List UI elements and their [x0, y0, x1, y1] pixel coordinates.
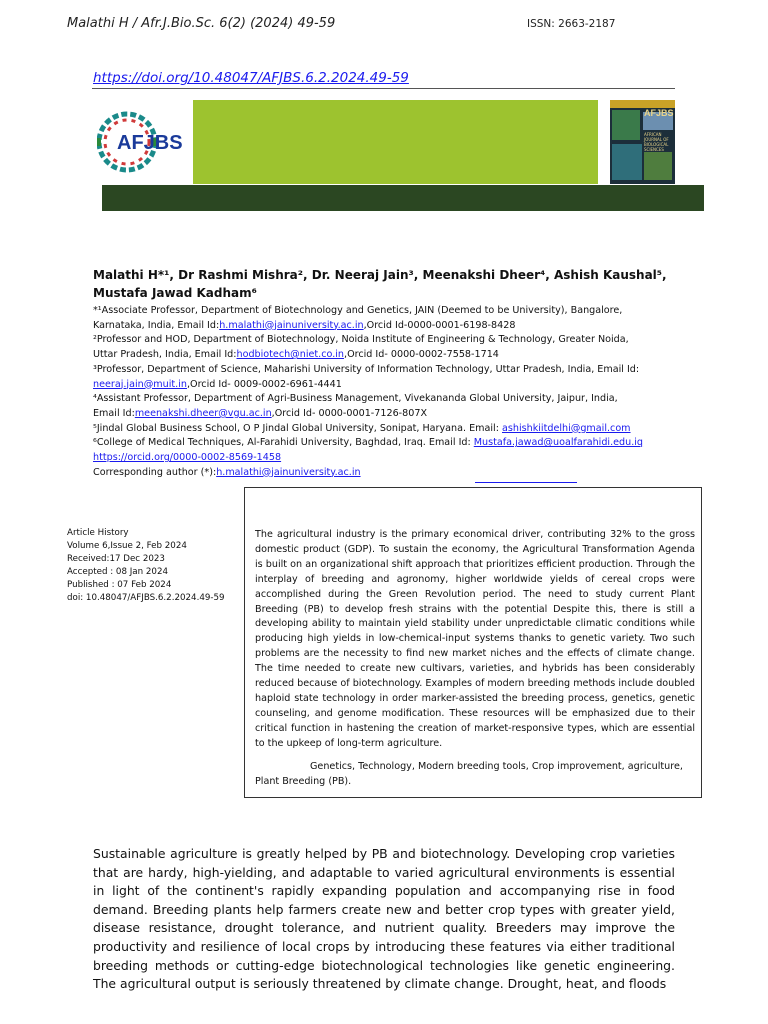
email-link[interactable]: ashishkiitdelhi@gmail.com [502, 422, 631, 434]
email-link[interactable]: meenakshi.dheer@vgu.ac.in [134, 407, 272, 419]
running-header-citation: Malathi H / Afr.J.Bio.Sc. 6(2) (2024) 49-59 [67, 16, 336, 31]
email-link[interactable]: h.malathi@jainuniversity.ac.in [219, 319, 364, 331]
affiliation-4: ⁴Assistant Professor, Department of Agri-Business Management, Vivekananda Global University, Jaipur, India, Email Id:meenakshi.dheer@vgu.ac.in,Orcid Id- 0000-0001-7126-807X [93, 393, 618, 419]
doi-link[interactable]: https://doi.org/10.48047/AFJBS.6.2.2024.49-59 [93, 70, 409, 86]
cover-title-short: AFJBS [644, 108, 674, 118]
journal-cover-thumbnail [610, 100, 675, 184]
abstract-text: The agricultural industry is the primary economical driver, contributing 32% to the gross domestic product (GDP). To sustain the economy, the Agricultural Transformation Agenda is built on an organizational shift approach that prioritizes efficient production. Through the interplay of breeding and agronomy, higher worldwide yields of cereal crops were accomplished during the Green Revolution period. The need to study current Plant Breeding (PB) to develop fresh strains with the potential Despite this, there is still a developing ability to maintain yield stability under unpredictable climatic conditions while producing high yields in low-chemical-input systems thanks to genetic variety. Two such problems are the necessity to find new market niches and the effects of climate change. The time needed to create new cultivars, varieties, and hybrids has been considerably reduced because of biotechnology. Examples of modern breeding methods include doubled haploid state technology in order marker-assisted the breeding process, genetics, genetic counseling, and genome modification. These resources will be emphasized due to their critical function in hastening the creation of market-responsive types, which are essential to the upkeep of long-term agriculture. [255, 529, 695, 749]
author-list [93, 266, 693, 302]
orcid-link[interactable]: https://orcid.org/0000-0002-8569-1458 [93, 452, 282, 464]
logo-wordmark: AFJBS [117, 132, 183, 154]
afjbs-logo-icon [97, 104, 189, 180]
history-doi: doi: 10.48047/AFJBS.6.2.2024.49-59 [67, 593, 225, 603]
issn-label: ISSN: 2663-2187 [527, 18, 616, 30]
article-history [67, 527, 237, 605]
author-line-1: Malathi H*¹, Dr Rashmi Mishra², Dr. Neeraj Jain³, Meenakshi Dheer⁴, Ashish Kaushal⁵, [93, 268, 667, 282]
affiliation-2: ²Professor and HOD, Department of Biotechnology, Noida Institute of Engineering & Technology, Greater Noida, Uttar Pradesh, India, Email Id:hodbiotech@niet.co.in,Orcid Id- 0000-0002-7558-1714 [93, 334, 629, 361]
keywords-text: Genetics, Technology, Modern breeding tools, Crop improvement, agriculture, Plant Breeding (PB). [255, 761, 683, 787]
history-published: Published : 07 Feb 2024 [67, 580, 172, 590]
affiliation-3: ³Professor, Department of Science, Maharishi University of Information Technology, Uttar Pradesh, India, Email Id: neeraj.jain@muit.in,Orcid Id- 0009-0002-6961-4441 [93, 363, 640, 390]
keywords [255, 759, 703, 789]
affiliation-1: *¹Associate Professor, Department of Biotechnology and Genetics, JAIN (Deemed to be University), Bangalore, Karnataka, India, Email Id:h.malathi@jainuniversity.ac.in,Orcid Id-0000-0001-6198-8428 [93, 305, 623, 331]
abstract-box [244, 487, 702, 798]
journal-logo [97, 104, 189, 180]
link-underline-rule [475, 482, 577, 483]
affiliations [93, 304, 683, 480]
affiliation-6: ⁶College of Medical Techniques, Al-Farahidi University, Baghdad, Iraq. Email Id: Mustafa.jawad@uoalfarahidi.edu.iq https://orcid.org/0000-0002-8569-1458 [93, 437, 644, 464]
email-link[interactable]: Mustafa.jawad@uoalfarahidi.edu.iq [473, 437, 644, 449]
email-link[interactable]: neeraj.jain@muit.in [93, 378, 187, 390]
history-volume: Volume 6,Issue 2, Feb 2024 [67, 541, 187, 551]
corresponding-author: Corresponding author (*):h.malathi@jainuniversity.ac.in [93, 466, 361, 478]
title-bar [102, 185, 704, 211]
history-heading: Article History [67, 528, 129, 538]
journal-banner [193, 100, 598, 184]
cover-title: AFRICAN JOURNAL OF BIOLOGICAL SCIENCES [644, 132, 669, 152]
introduction-paragraph: Sustainable agriculture is greatly helped by PB and biotechnology. Developing crop varieties that are hardy, high-yielding, and adaptable to varied agricultural environments is essential in light of the continent's rapidly expanding population and accompanying rise in food demand. Breeding plants help farmers create new and better crop types with greater yield, disease resistance, drought tolerance, and nutrient quality. Breeders may improve the productivity and resilience of local crops by introducing these features via either traditional breeding methods or cutting-edge biotechnological technologies like genetic engineering. The agricultural output is seriously threatened by climate change. Drought, heat, and floods [93, 846, 675, 992]
history-received: Received:17 Dec 2023 [67, 554, 165, 564]
author-line-2: Mustafa Jawad Kadham⁶ [93, 286, 257, 300]
email-link[interactable]: hodbiotech@niet.co.in [236, 349, 345, 361]
corresponding-email-link[interactable]: h.malathi@jainuniversity.ac.in [216, 466, 361, 478]
history-accepted: Accepted : 08 Jan 2024 [67, 567, 168, 577]
doi-underline-rule [92, 88, 675, 89]
affiliation-5: ⁵Jindal Global Business School, O P Jindal Global University, Sonipat, Haryana. Email: ashishkiitdelhi@gmail.com [93, 422, 631, 434]
